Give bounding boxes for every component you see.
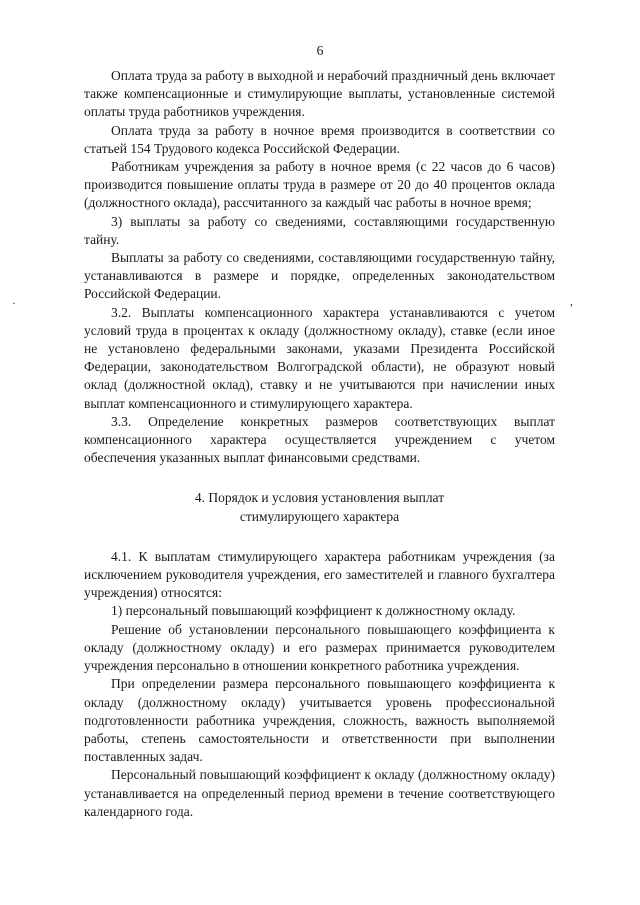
scan-speck: ·	[12, 296, 16, 310]
paragraph: 3.3. Определение конкретных размеров соответствующих выплат компенсационного характера осуществляется учреждением с учетом обеспечения указанных выплат финансовыми средствами.	[84, 413, 555, 466]
paragraph: Выплаты за работу со сведениями, составляющими государственную тайну, устанавливаются в размере и порядке, определенных законодательством Российской Федерации.	[84, 250, 555, 302]
paragraph: 1) персональный повышающий коэффициент к должностному окладу.	[111, 603, 516, 619]
document-body	[84, 67, 555, 821]
paragraph: Оплата труда за работу в выходной и нерабочий праздничный день включает также компенсационные и стимулирующие выплаты, установленные системой оплаты труда работников учреждения.	[84, 68, 555, 120]
paragraph: При определении размера персонального повышающего коэффициента к окладу (должностному окладу) учитывается уровень профессиональной подготовленности работника учреждения, сложность, важность выполняемой работы, степень самостоятельности и ответственности при выполнении поставленных задач.	[84, 676, 555, 765]
paragraph: 3) выплаты за работу со сведениями, составляющими государственную тайну.	[84, 213, 555, 247]
paragraph: Работникам учреждения за работу в ночное время (с 22 часов до 6 часов) производится повышение оплаты труда в размере от 20 до 40 процентов оклада (должностного оклада), рассчитанного за каждый час работы в ночное время;	[84, 159, 555, 211]
paragraph: 3.2. Выплаты компенсационного характера устанавливаются с учетом условий труда в процентах к окладу (должностному окладу), ставке (если иное не установлено федеральными законами, указами Президента Российской Федерации, законодательством Волгоградской области), не образуют новый оклад (должностной оклад), ставку и не учитываются при начислении иных выплат компенсационного и стимулирующего характера.	[84, 304, 555, 411]
paragraph: Оплата труда за работу в ночное время производится в соответствии со статьей 154 Трудового кодекса Российской Федерации.	[84, 122, 555, 156]
paragraph: Персональный повышающий коэффициент к окладу (должностному окладу) устанавливается на определенный период времени в течение соответствующего календарного года.	[84, 767, 555, 819]
page-number: 6	[316, 43, 324, 58]
section-heading-line: 4. Порядок и условия установления выплат	[194, 490, 445, 506]
section-heading	[84, 489, 555, 525]
scan-speck: ,	[570, 294, 573, 308]
paragraph: 4.1. К выплатам стимулирующего характера работникам учреждения (за исключением руководителя учреждения, его заместителей и главного бухгалтера учреждения) относятся:	[84, 548, 555, 601]
section-heading-line: стимулирующего характера	[239, 508, 400, 524]
paragraph: Решение об установлении персонального повышающего коэффициента к окладу (должностному окладу) и его размерах принимается руководителем учреждения персонально в отношении конкретного работника учреждения.	[84, 621, 555, 674]
